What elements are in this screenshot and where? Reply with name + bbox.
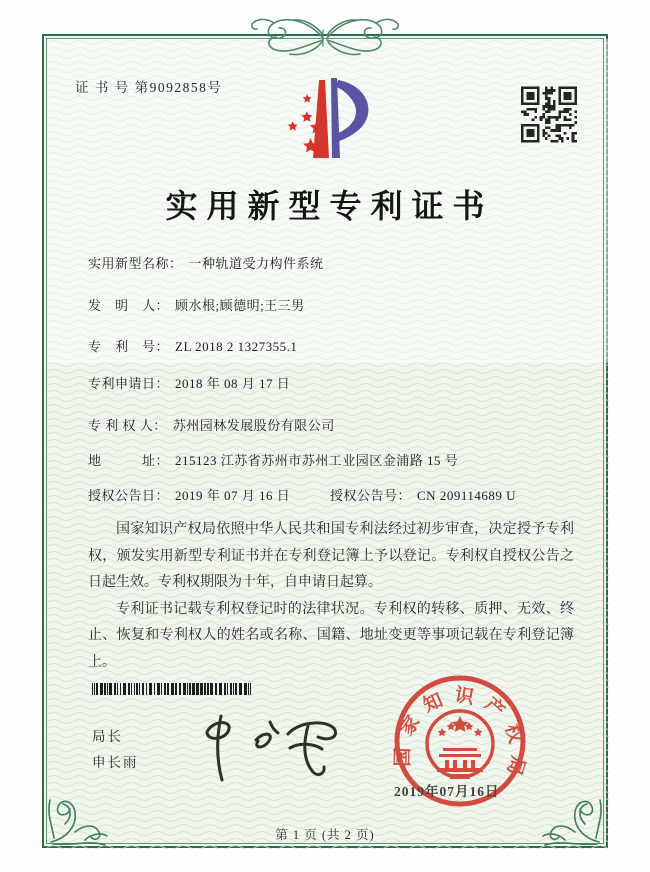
grant-date-label: 授权公告日：	[88, 488, 170, 503]
qr-code-icon	[521, 84, 577, 145]
legal-paragraph-2: 专利证书记载专利权登记时的法律状况。专利权的转移、质押、无效、终止、恢复和专利权人的姓名或名称、国籍、地址变更等事项记载在专利登记簿上。	[88, 601, 574, 670]
handwritten-signature-icon	[190, 710, 355, 790]
field-value: ZL 2018 2 1327355.1	[175, 339, 298, 354]
legal-text	[88, 517, 574, 676]
field-label: 专 利 号：	[88, 339, 170, 354]
field-row-filing-date	[88, 373, 290, 392]
field-value: 苏州园林发展股份有限公司	[172, 418, 335, 433]
field-row-patent-number	[88, 336, 297, 355]
seal-ring-text: 国家知识产权局	[392, 684, 529, 788]
officer-name: 申长雨	[92, 755, 139, 770]
grant-date-value: 2019 年 07 月 16 日	[175, 488, 291, 503]
field-row-grant	[88, 485, 516, 504]
page-number: 第 1 页 (共 2 页)	[275, 828, 375, 842]
field-row-inventors	[88, 295, 305, 314]
grant-number-label: 授权公告号：	[330, 488, 412, 503]
field-row-patentee	[88, 415, 335, 434]
field-row-invention-name	[88, 253, 324, 272]
field-value: 顾水根;顾德明;王三男	[175, 298, 305, 313]
seal-date: 2019年07月16日	[394, 784, 500, 799]
grant-number-value: CN 209114689 U	[417, 488, 516, 503]
barcode-icon	[92, 683, 254, 695]
officer-role: 局长	[92, 729, 123, 744]
field-label: 实用新型名称：	[88, 256, 183, 271]
field-label: 地 址：	[88, 453, 170, 468]
field-label: 发 明 人：	[88, 298, 170, 313]
certificate-title: 实用新型专利证书	[165, 188, 494, 224]
cnipa-logo-icon	[278, 70, 383, 166]
officer-block	[92, 724, 139, 776]
legal-paragraph-1: 国家知识产权局依照中华人民共和国专利法经过初步审查，决定授予专利权，颁发实用新型专利证书并在专利登记簿上予以登记。专利权自授权公告之日起生效。专利权期限为十年，自申请日起算。	[88, 522, 574, 590]
certificate-number: 证 书 号 第9092858号	[75, 80, 223, 95]
field-value: 一种轨道受力构件系统	[188, 256, 324, 271]
top-border-ornament-icon	[238, 8, 412, 58]
field-label: 专 利 权 人：	[88, 418, 167, 433]
field-value: 215123 江苏省苏州市苏州工业园区金浦路 15 号	[175, 453, 459, 468]
field-value: 2018 年 08 月 17 日	[175, 376, 291, 391]
field-label: 专利申请日：	[88, 376, 170, 391]
field-row-address	[88, 450, 458, 469]
national-emblem-icon	[427, 711, 493, 779]
grant-number-group	[330, 485, 516, 504]
